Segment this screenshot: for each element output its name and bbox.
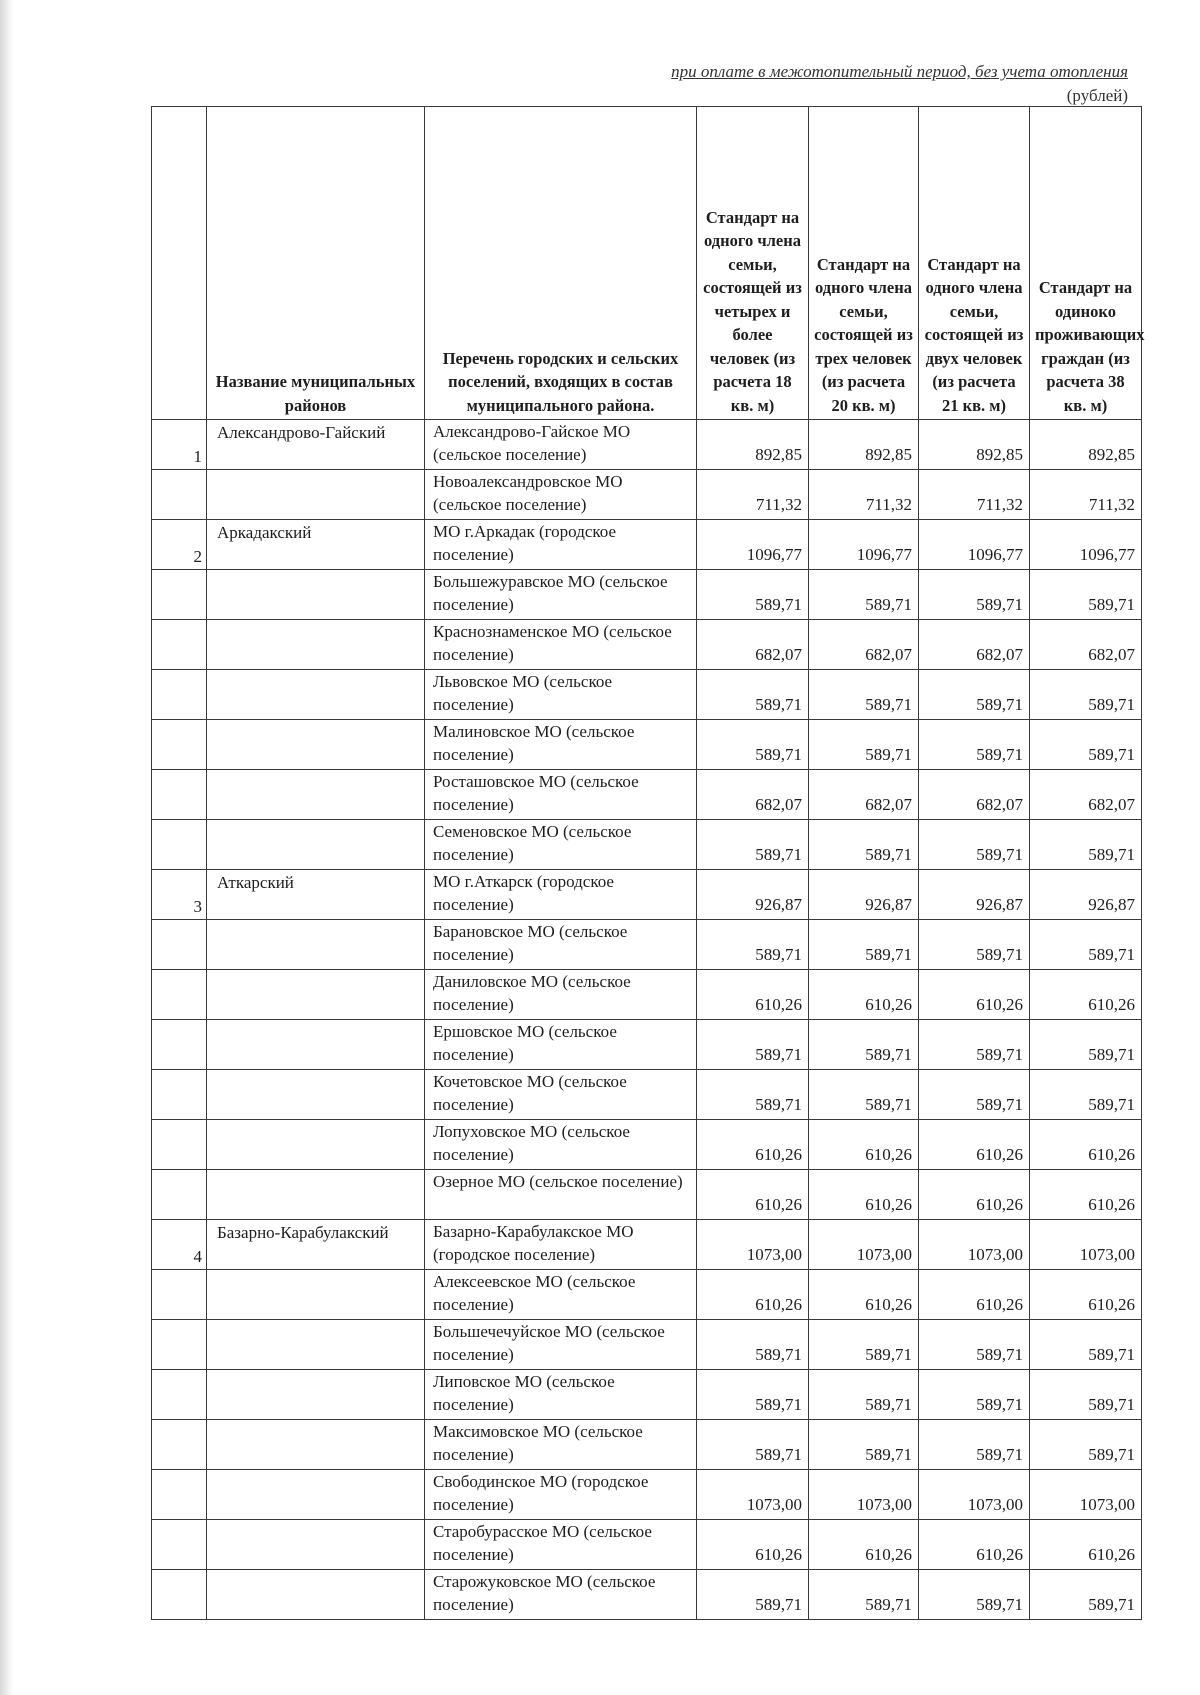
settlement-name: Росташовское МО (сельское поселение)	[425, 770, 697, 820]
table-header-row	[152, 107, 1142, 420]
row-number	[152, 1520, 207, 1570]
value-single: 589,71	[1030, 1570, 1142, 1620]
value-three: 589,71	[809, 920, 919, 970]
value-single: 589,71	[1030, 570, 1142, 620]
value-two: 589,71	[919, 1320, 1030, 1370]
district-name	[207, 1520, 425, 1570]
value-single: 610,26	[1030, 1270, 1142, 1320]
value-four-plus: 682,07	[697, 770, 809, 820]
value-single: 610,26	[1030, 1120, 1142, 1170]
table-row	[152, 970, 1142, 1020]
settlement-name: Большежуравское МО (сельское поселение)	[425, 570, 697, 620]
district-name: Аркадакский	[207, 520, 425, 570]
row-number	[152, 1020, 207, 1070]
value-two: 610,26	[919, 1270, 1030, 1320]
settlement-name: Ершовское МО (сельское поселение)	[425, 1020, 697, 1070]
table-row	[152, 870, 1142, 920]
table-row	[152, 770, 1142, 820]
value-single: 682,07	[1030, 620, 1142, 670]
table-row	[152, 1220, 1142, 1270]
value-four-plus: 1073,00	[697, 1220, 809, 1270]
value-three: 589,71	[809, 1070, 919, 1120]
settlement-name: Лопуховское МО (сельское поселение)	[425, 1120, 697, 1170]
table-body	[152, 420, 1142, 1620]
header-settlements: Перечень городских и сельских поселений, входящих в состав муниципального района.	[425, 107, 697, 420]
value-three: 589,71	[809, 1320, 919, 1370]
settlement-name: Малиновское МО (сельское поселение)	[425, 720, 697, 770]
district-name	[207, 670, 425, 720]
value-three: 589,71	[809, 820, 919, 870]
table-row	[152, 720, 1142, 770]
value-four-plus: 610,26	[697, 1520, 809, 1570]
value-four-plus: 589,71	[697, 1020, 809, 1070]
value-single: 589,71	[1030, 1370, 1142, 1420]
value-single: 589,71	[1030, 1420, 1142, 1470]
settlement-name: Липовское МО (сельское поселение)	[425, 1370, 697, 1420]
value-three: 682,07	[809, 770, 919, 820]
value-four-plus: 610,26	[697, 1270, 809, 1320]
table-row	[152, 1370, 1142, 1420]
value-three: 892,85	[809, 420, 919, 470]
table-row	[152, 420, 1142, 470]
table-row	[152, 820, 1142, 870]
value-single: 610,26	[1030, 1520, 1142, 1570]
value-four-plus: 610,26	[697, 1120, 809, 1170]
value-three: 589,71	[809, 1370, 919, 1420]
table-row	[152, 1320, 1142, 1370]
table-row	[152, 1170, 1142, 1220]
settlement-name: Львовское МО (сельское поселение)	[425, 670, 697, 720]
value-four-plus: 589,71	[697, 670, 809, 720]
row-number	[152, 820, 207, 870]
row-number	[152, 620, 207, 670]
row-number	[152, 1570, 207, 1620]
settlement-name: МО г.Аркадак (городское поселение)	[425, 520, 697, 570]
table-row	[152, 1020, 1142, 1070]
value-single: 1073,00	[1030, 1470, 1142, 1520]
value-single: 892,85	[1030, 420, 1142, 470]
district-name	[207, 1020, 425, 1070]
value-single: 589,71	[1030, 820, 1142, 870]
district-name	[207, 570, 425, 620]
table-row	[152, 520, 1142, 570]
row-number: 2	[152, 520, 207, 570]
settlement-name: Максимовское МО (сельское поселение)	[425, 1420, 697, 1470]
value-two: 711,32	[919, 470, 1030, 520]
district-name: Базарно-Карабулакский	[207, 1220, 425, 1270]
value-single: 682,07	[1030, 770, 1142, 820]
value-four-plus: 682,07	[697, 620, 809, 670]
value-two: 589,71	[919, 820, 1030, 870]
settlement-name: Свободинское МО (городское поселение)	[425, 1470, 697, 1520]
settlement-name: Базарно-Карабулакское МО (городское поселение)	[425, 1220, 697, 1270]
value-two: 589,71	[919, 1070, 1030, 1120]
value-three: 610,26	[809, 1170, 919, 1220]
table-row	[152, 620, 1142, 670]
row-number	[152, 1370, 207, 1420]
header-standard-three: Стандарт на одного члена семьи, состоящей из трех человек (из расчета 20 кв. м)	[809, 107, 919, 420]
value-single: 610,26	[1030, 970, 1142, 1020]
value-single: 926,87	[1030, 870, 1142, 920]
value-single: 1073,00	[1030, 1220, 1142, 1270]
header-district: Название муниципальных районов	[207, 107, 425, 420]
row-number	[152, 970, 207, 1020]
value-three: 589,71	[809, 720, 919, 770]
row-number: 1	[152, 420, 207, 470]
district-name	[207, 1570, 425, 1620]
settlement-name: Новоалександровское МО (сельское поселение)	[425, 470, 697, 520]
district-name	[207, 820, 425, 870]
settlement-name: Кочетовское МО (сельское поселение)	[425, 1070, 697, 1120]
district-name	[207, 920, 425, 970]
district-name	[207, 1170, 425, 1220]
value-four-plus: 892,85	[697, 420, 809, 470]
value-three: 589,71	[809, 1420, 919, 1470]
value-three: 1073,00	[809, 1220, 919, 1270]
value-two: 926,87	[919, 870, 1030, 920]
value-single: 589,71	[1030, 670, 1142, 720]
district-name	[207, 770, 425, 820]
value-four-plus: 610,26	[697, 1170, 809, 1220]
district-name	[207, 1320, 425, 1370]
row-number	[152, 570, 207, 620]
value-four-plus: 1096,77	[697, 520, 809, 570]
value-four-plus: 589,71	[697, 920, 809, 970]
table-caption: при оплате в межотопительный период, без учета отопления	[671, 62, 1128, 81]
row-number	[152, 1170, 207, 1220]
value-two: 682,07	[919, 770, 1030, 820]
table-row	[152, 470, 1142, 520]
value-two: 610,26	[919, 970, 1030, 1020]
district-name	[207, 1370, 425, 1420]
table-row	[152, 570, 1142, 620]
district-name: Аткарский	[207, 870, 425, 920]
value-four-plus: 589,71	[697, 570, 809, 620]
settlement-name: Алексеевское МО (сельское поселение)	[425, 1270, 697, 1320]
value-single: 589,71	[1030, 1320, 1142, 1370]
value-three: 1073,00	[809, 1470, 919, 1520]
value-four-plus: 926,87	[697, 870, 809, 920]
value-four-plus: 589,71	[697, 820, 809, 870]
standards-table	[151, 106, 1145, 1620]
row-number	[152, 1270, 207, 1320]
row-number	[152, 1070, 207, 1120]
value-three: 589,71	[809, 570, 919, 620]
row-number: 3	[152, 870, 207, 920]
settlement-name: Даниловское МО (сельское поселение)	[425, 970, 697, 1020]
value-single: 589,71	[1030, 720, 1142, 770]
district-name	[207, 970, 425, 1020]
settlement-name: Барановское МО (сельское поселение)	[425, 920, 697, 970]
value-three: 926,87	[809, 870, 919, 920]
value-single: 711,32	[1030, 470, 1142, 520]
table-row	[152, 1120, 1142, 1170]
header-standard-four-plus: Стандарт на одного члена семьи, состоящей из четырех и более человек (из расчета 18 кв. м)	[697, 107, 809, 420]
value-three: 610,26	[809, 970, 919, 1020]
value-three: 589,71	[809, 670, 919, 720]
row-number	[152, 720, 207, 770]
value-three: 589,71	[809, 1570, 919, 1620]
value-four-plus: 610,26	[697, 970, 809, 1020]
district-name	[207, 1470, 425, 1520]
value-single: 1096,77	[1030, 520, 1142, 570]
settlement-name: МО г.Аткарск (городское поселение)	[425, 870, 697, 920]
value-two: 589,71	[919, 670, 1030, 720]
value-two: 892,85	[919, 420, 1030, 470]
value-single: 589,71	[1030, 1070, 1142, 1120]
value-three: 610,26	[809, 1270, 919, 1320]
value-four-plus: 589,71	[697, 1070, 809, 1120]
district-name	[207, 1070, 425, 1120]
district-name	[207, 470, 425, 520]
value-two: 1096,77	[919, 520, 1030, 570]
row-number	[152, 770, 207, 820]
district-name	[207, 620, 425, 670]
district-name	[207, 1120, 425, 1170]
table-row	[152, 1520, 1142, 1570]
district-name	[207, 720, 425, 770]
table-row	[152, 1270, 1142, 1320]
value-four-plus: 711,32	[697, 470, 809, 520]
value-two: 589,71	[919, 1020, 1030, 1070]
district-name	[207, 1270, 425, 1320]
currency-unit: (рублей)	[1066, 86, 1128, 105]
table-row	[152, 670, 1142, 720]
settlement-name: Озерное МО (сельское поселение)	[425, 1170, 697, 1220]
value-three: 682,07	[809, 620, 919, 670]
row-number	[152, 1470, 207, 1520]
row-number	[152, 470, 207, 520]
value-two: 1073,00	[919, 1470, 1030, 1520]
value-single: 589,71	[1030, 1020, 1142, 1070]
value-four-plus: 589,71	[697, 1570, 809, 1620]
value-two: 589,71	[919, 1370, 1030, 1420]
value-two: 589,71	[919, 570, 1030, 620]
header-standard-two: Стандарт на одного члена семьи, состоящей из двух человек (из расчета 21 кв. м)	[919, 107, 1030, 420]
value-four-plus: 589,71	[697, 720, 809, 770]
district-name	[207, 1420, 425, 1470]
value-two: 1073,00	[919, 1220, 1030, 1270]
value-two: 682,07	[919, 620, 1030, 670]
value-two: 610,26	[919, 1170, 1030, 1220]
value-four-plus: 589,71	[697, 1320, 809, 1370]
value-three: 610,26	[809, 1520, 919, 1570]
settlement-name: Семеновское МО (сельское поселение)	[425, 820, 697, 870]
value-two: 610,26	[919, 1120, 1030, 1170]
header-standard-single: Стандарт на одиноко проживающих граждан (из расчета 38 кв. м)	[1030, 107, 1142, 420]
table-row	[152, 1070, 1142, 1120]
row-number	[152, 670, 207, 720]
value-three: 610,26	[809, 1120, 919, 1170]
value-four-plus: 589,71	[697, 1420, 809, 1470]
settlement-name: Старожуковское МО (сельское поселение)	[425, 1570, 697, 1620]
value-two: 610,26	[919, 1520, 1030, 1570]
value-single: 589,71	[1030, 920, 1142, 970]
value-four-plus: 1073,00	[697, 1470, 809, 1520]
value-three: 711,32	[809, 470, 919, 520]
value-two: 589,71	[919, 920, 1030, 970]
value-single: 610,26	[1030, 1170, 1142, 1220]
row-number	[152, 1120, 207, 1170]
row-number	[152, 920, 207, 970]
settlement-name: Большечечуйское МО (сельское поселение)	[425, 1320, 697, 1370]
settlement-name: Старобурасское МО (сельское поселение)	[425, 1520, 697, 1570]
value-three: 589,71	[809, 1020, 919, 1070]
district-name: Александрово-Гайский	[207, 420, 425, 470]
scan-edge-shadow	[0, 0, 14, 1695]
settlement-name: Краснознаменское МО (сельское поселение)	[425, 620, 697, 670]
table-row	[152, 1570, 1142, 1620]
row-number	[152, 1320, 207, 1370]
settlement-name: Александрово-Гайское МО (сельское поселение)	[425, 420, 697, 470]
table-row	[152, 1470, 1142, 1520]
table-row	[152, 1420, 1142, 1470]
header-index	[152, 107, 207, 420]
row-number: 4	[152, 1220, 207, 1270]
value-two: 589,71	[919, 720, 1030, 770]
value-two: 589,71	[919, 1420, 1030, 1470]
row-number	[152, 1420, 207, 1470]
value-three: 1096,77	[809, 520, 919, 570]
value-two: 589,71	[919, 1570, 1030, 1620]
table-row	[152, 920, 1142, 970]
value-four-plus: 589,71	[697, 1370, 809, 1420]
